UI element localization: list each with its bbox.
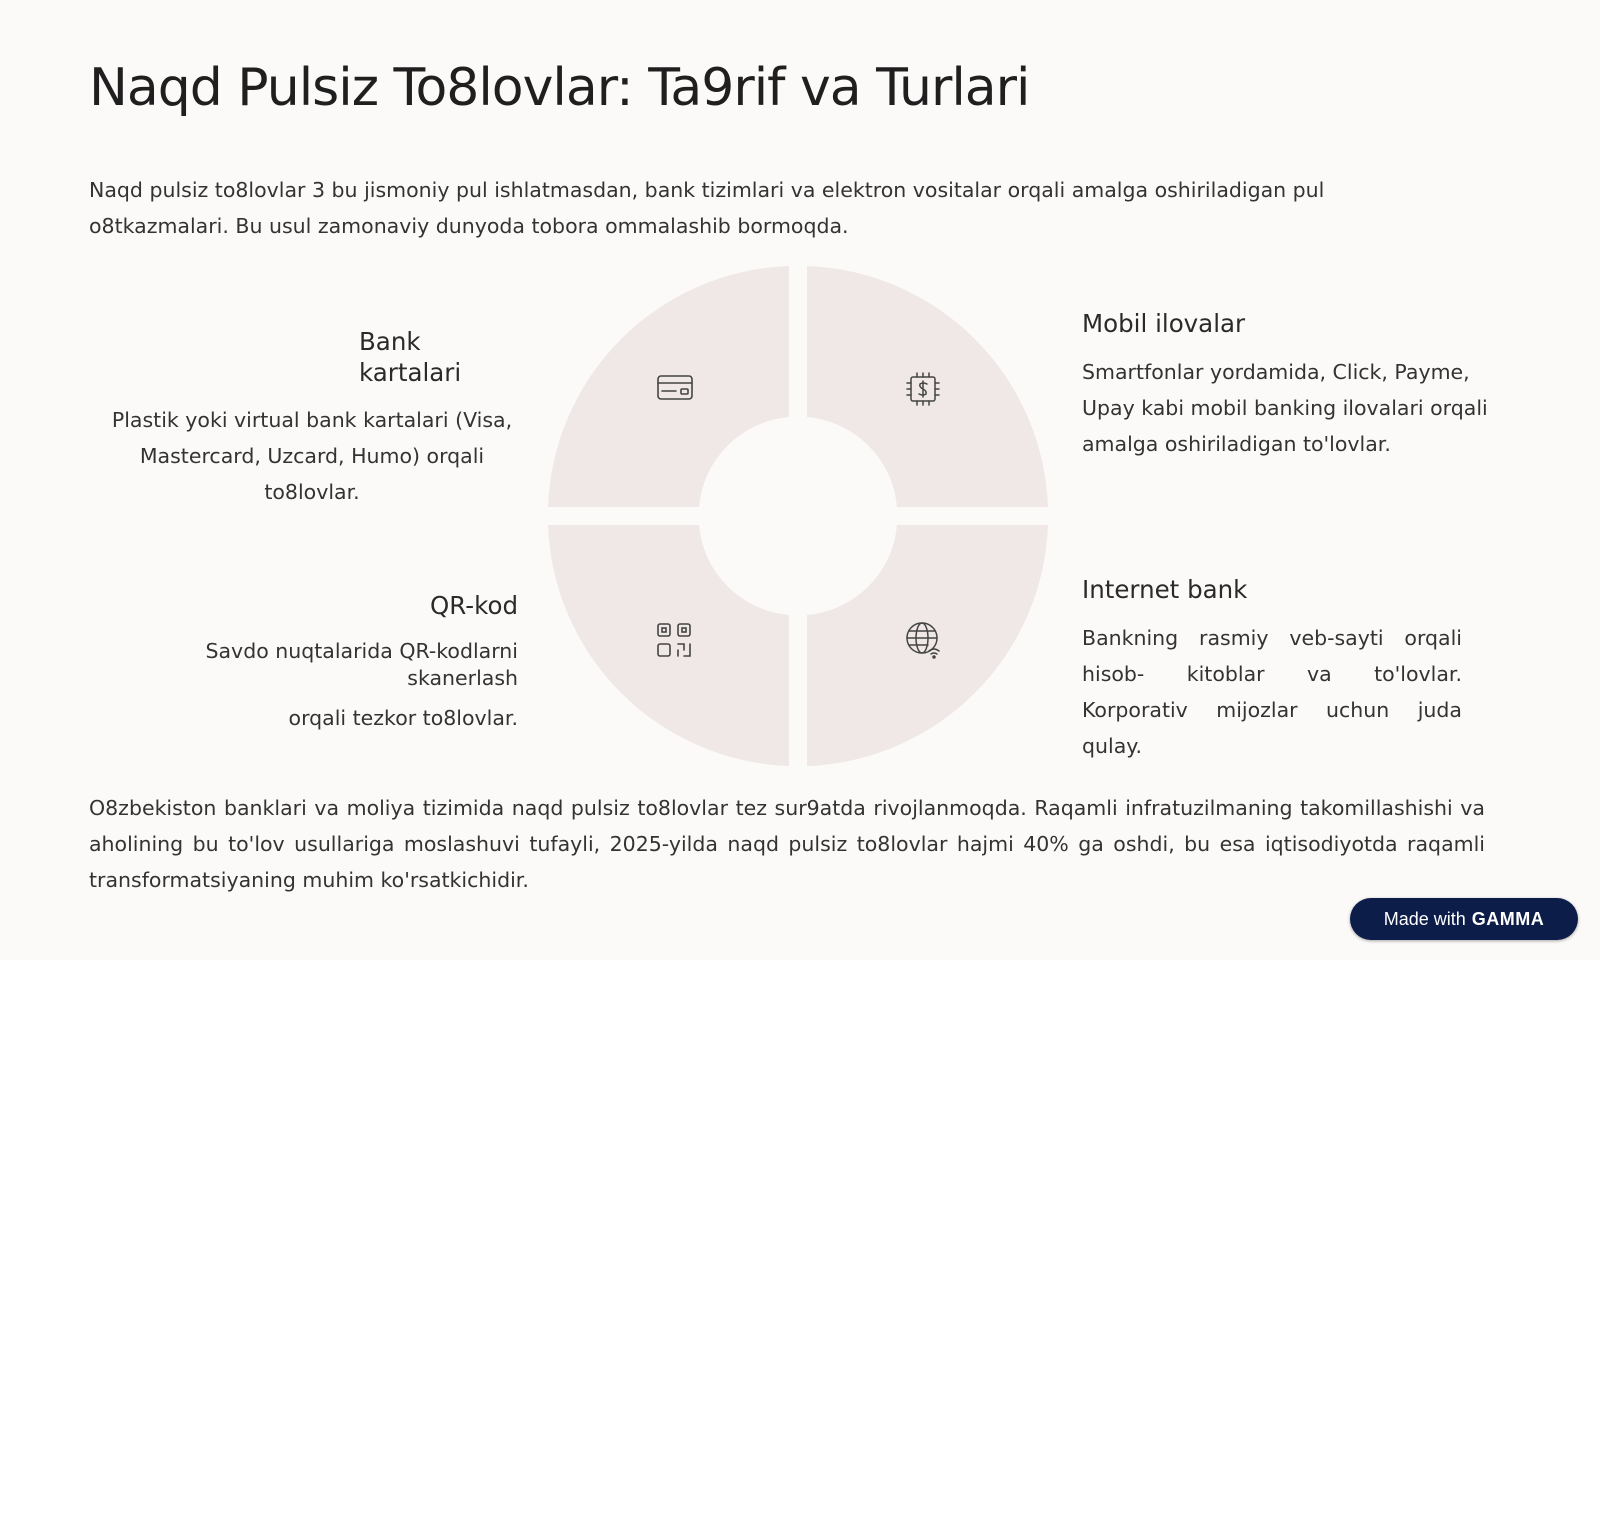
ring-segment-top-left — [548, 266, 789, 507]
internet-bank-title: Internet bank — [1082, 575, 1248, 604]
internet-bank-description: Bankning rasmiy veb-sayti orqali hisob- kitoblar va to'lovlar. Korporativ mijozlar uchun juda qulay. — [1082, 626, 1462, 758]
summary-paragraph: O8zbekiston banklari va moliya tizimida naqd pulsiz to8lovlar tez sur9atda rivojlanmoqda. Raqamli infratuzilmaning takomillashishi va aholining bu to'lov usullariga moslashuvi tufayli, 2025-yilda naqd pulsiz to8lovlar hajmi 40% ga oshdi, bu esa iqtisodiyotda raqamli transformatsiyaning muhim ko'rsatkichidir. — [89, 796, 1485, 892]
mobile-apps-title: Mobil ilovalar — [1082, 309, 1246, 338]
qr-code-description-line1: Savdo nuqtalarida QR-kodlarni skanerlash — [205, 639, 518, 690]
bank-cards-title — [359, 326, 519, 388]
badge-prefix: Made with — [1383, 908, 1466, 929]
bank-cards-title-line1: Bank — [359, 327, 421, 356]
gamma-logo: GAMMA — [1471, 908, 1545, 929]
made-with-gamma-badge[interactable] — [1350, 898, 1578, 940]
page-title: Naqd Pulsiz To8lovlar: Ta9rif va Turlari — [89, 58, 1030, 118]
quadrant-ring — [548, 266, 1048, 766]
qr-code-title: QR-kod — [429, 591, 518, 620]
ring-segment-bottom-left — [548, 525, 789, 766]
bank-cards-title-line2: kartalari — [359, 358, 462, 387]
ring-segment-top-right — [807, 266, 1048, 507]
intro-paragraph: Naqd pulsiz to8lovlar 3 bu jismoniy pul ishlatmasdan, bank tizimlari va elektron vositalar orqali amalga oshiriladigan pul o8tkazmalari. Bu usul zamonaviy dunyoda tobora ommalashib bormoqda. — [89, 178, 1325, 238]
mobile-apps-description: Smartfonlar yordamida, Click, Payme, Upay kabi mobil banking ilovalari orqali amalga oshiriladigan to'lovlar. — [1082, 360, 1488, 456]
bank-cards-description: Plastik yoki virtual bank kartalari (Visa, Mastercard, Uzcard, Humo) orqali to8lovlar. — [111, 408, 513, 504]
qr-code-description-line2: orqali tezkor to8lovlar. — [288, 706, 518, 730]
